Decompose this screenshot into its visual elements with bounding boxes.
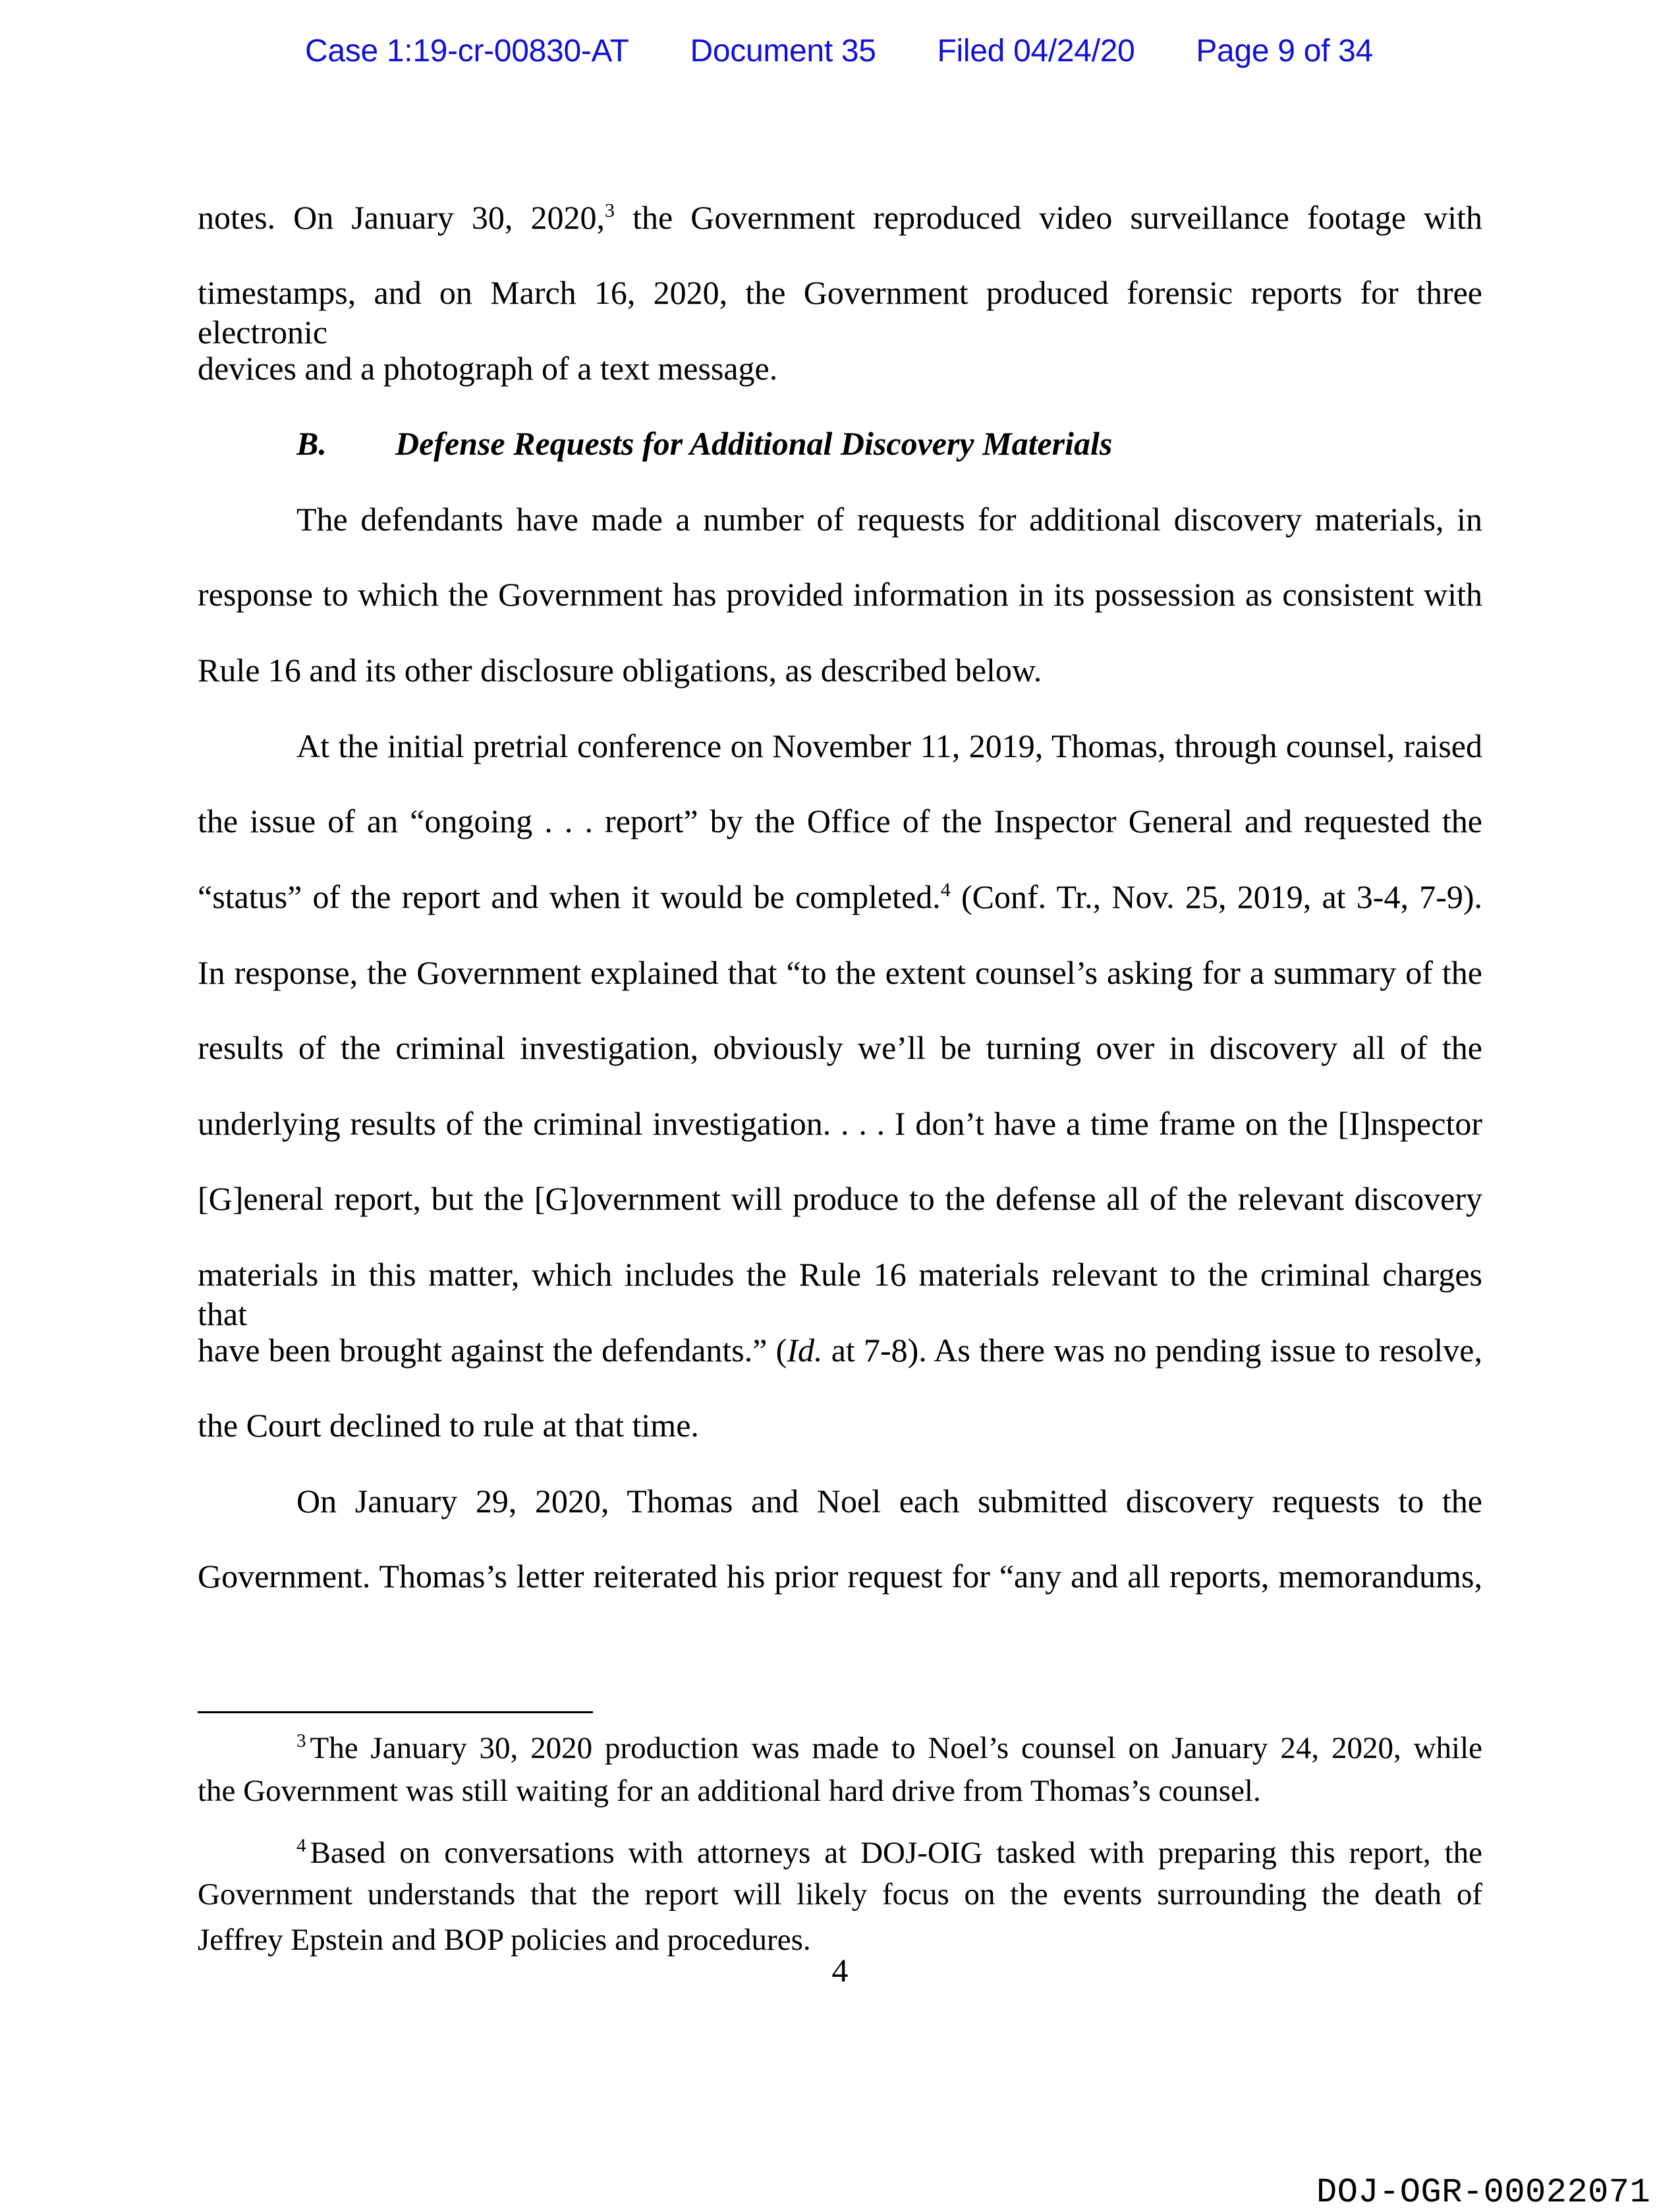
body-line-12: results of the criminal investigation, obviously we’ll be turning over in discovery all of the (198, 1029, 1482, 1066)
text-segment: Based on conversations with attorneys at DOJ-OIG tasked with preparing this report, the (310, 1836, 1482, 1870)
section-heading (296, 424, 1112, 463)
body-line-5: The defendants have made a number of requests for additional discovery materials, in (296, 501, 1482, 538)
body-line-2: timestamps, and on March 16, 2020, the Government produced forensic reports for three electronic (198, 274, 1482, 351)
footnote-4-line-3: Jeffrey Epstein and BOP policies and procedures. (198, 1923, 811, 1957)
body-line-9: the issue of an “ongoing . . . report” by the Office of the Inspector General and requested the (198, 803, 1482, 839)
body-line-14: [G]eneral report, but the [G]overnment will produce to the defense all of the relevant discovery (198, 1180, 1482, 1217)
footnote-3-line-2: the Government was still waiting for an additional hard drive from Thomas’s counsel. (198, 1774, 1261, 1808)
body-line-1 (198, 198, 1482, 237)
body-line-6: response to which the Government has provided information in its possession as consistent with (198, 576, 1482, 613)
footnote-4-line-1 (296, 1834, 1482, 1871)
ecf-filing-header (305, 33, 1373, 70)
text-segment: at 7-8). As there was no pending issue to resolve, (822, 1332, 1482, 1369)
text-segment: notes. On January 30, 2020, (198, 199, 605, 236)
citation-id: Id. (787, 1332, 823, 1369)
body-line-10 (198, 877, 1482, 917)
text-segment: have been brought against the defendants.” ( (198, 1332, 787, 1369)
document-number: Document 35 (690, 34, 876, 69)
section-letter: B. (296, 425, 327, 462)
body-line-18: On January 29, 2020, Thomas and Noel each submitted discovery requests to the (296, 1483, 1482, 1519)
footnote-number-3: 3 (296, 1730, 306, 1751)
body-line-7: Rule 16 and its other disclosure obligations, as described below. (198, 652, 1042, 689)
body-line-13: underlying results of the criminal investigation. . . . I don’t have a time frame on the [I]nspector (198, 1105, 1482, 1142)
body-line-15: materials in this matter, which includes the Rule 16 materials relevant to the criminal charges that (198, 1256, 1482, 1332)
body-line-17: the Court declined to rule at that time. (198, 1407, 699, 1444)
footnote-separator (198, 1711, 593, 1713)
footnote-ref-4[interactable]: 4 (940, 879, 951, 901)
filed-date: Filed 04/24/20 (937, 34, 1135, 69)
text-segment: (Conf. Tr., Nov. 25, 2019, at 3-4, 7-9). (950, 878, 1482, 915)
bates-number: DOJ-OGR-00022071 (1316, 2173, 1651, 2212)
page-of-total: Page 9 of 34 (1196, 34, 1373, 69)
body-line-11: In response, the Government explained that “to the extent counsel’s asking for a summary of the (198, 954, 1482, 991)
page-number: 4 (831, 1952, 849, 1989)
body-line-3: devices and a photograph of a text message. (198, 350, 778, 387)
case-number: Case 1:19-cr-00830-AT (305, 34, 629, 69)
text-segment: The January 30, 2020 production was made to Noel’s counsel on January 24, 2020, while (310, 1731, 1482, 1765)
footnote-4-line-2: Government understands that the report will likely focus on the events surrounding the death of (198, 1877, 1482, 1912)
text-segment: “status” of the report and when it would be completed. (198, 878, 941, 915)
footnote-ref-3[interactable]: 3 (605, 200, 615, 221)
body-line-16 (198, 1330, 1482, 1370)
text-segment: the Government reproduced video surveillance footage with (615, 199, 1482, 236)
footnote-3-line-1 (296, 1730, 1482, 1767)
section-title: Defense Requests for Additional Discovery Materials (395, 425, 1113, 462)
footnote-number-4: 4 (296, 1835, 306, 1856)
body-line-19: Government. Thomas’s letter reiterated his prior request for “any and all reports, memorandums, (198, 1558, 1482, 1595)
body-line-8: At the initial pretrial conference on November 11, 2019, Thomas, through counsel, raised (296, 727, 1482, 764)
